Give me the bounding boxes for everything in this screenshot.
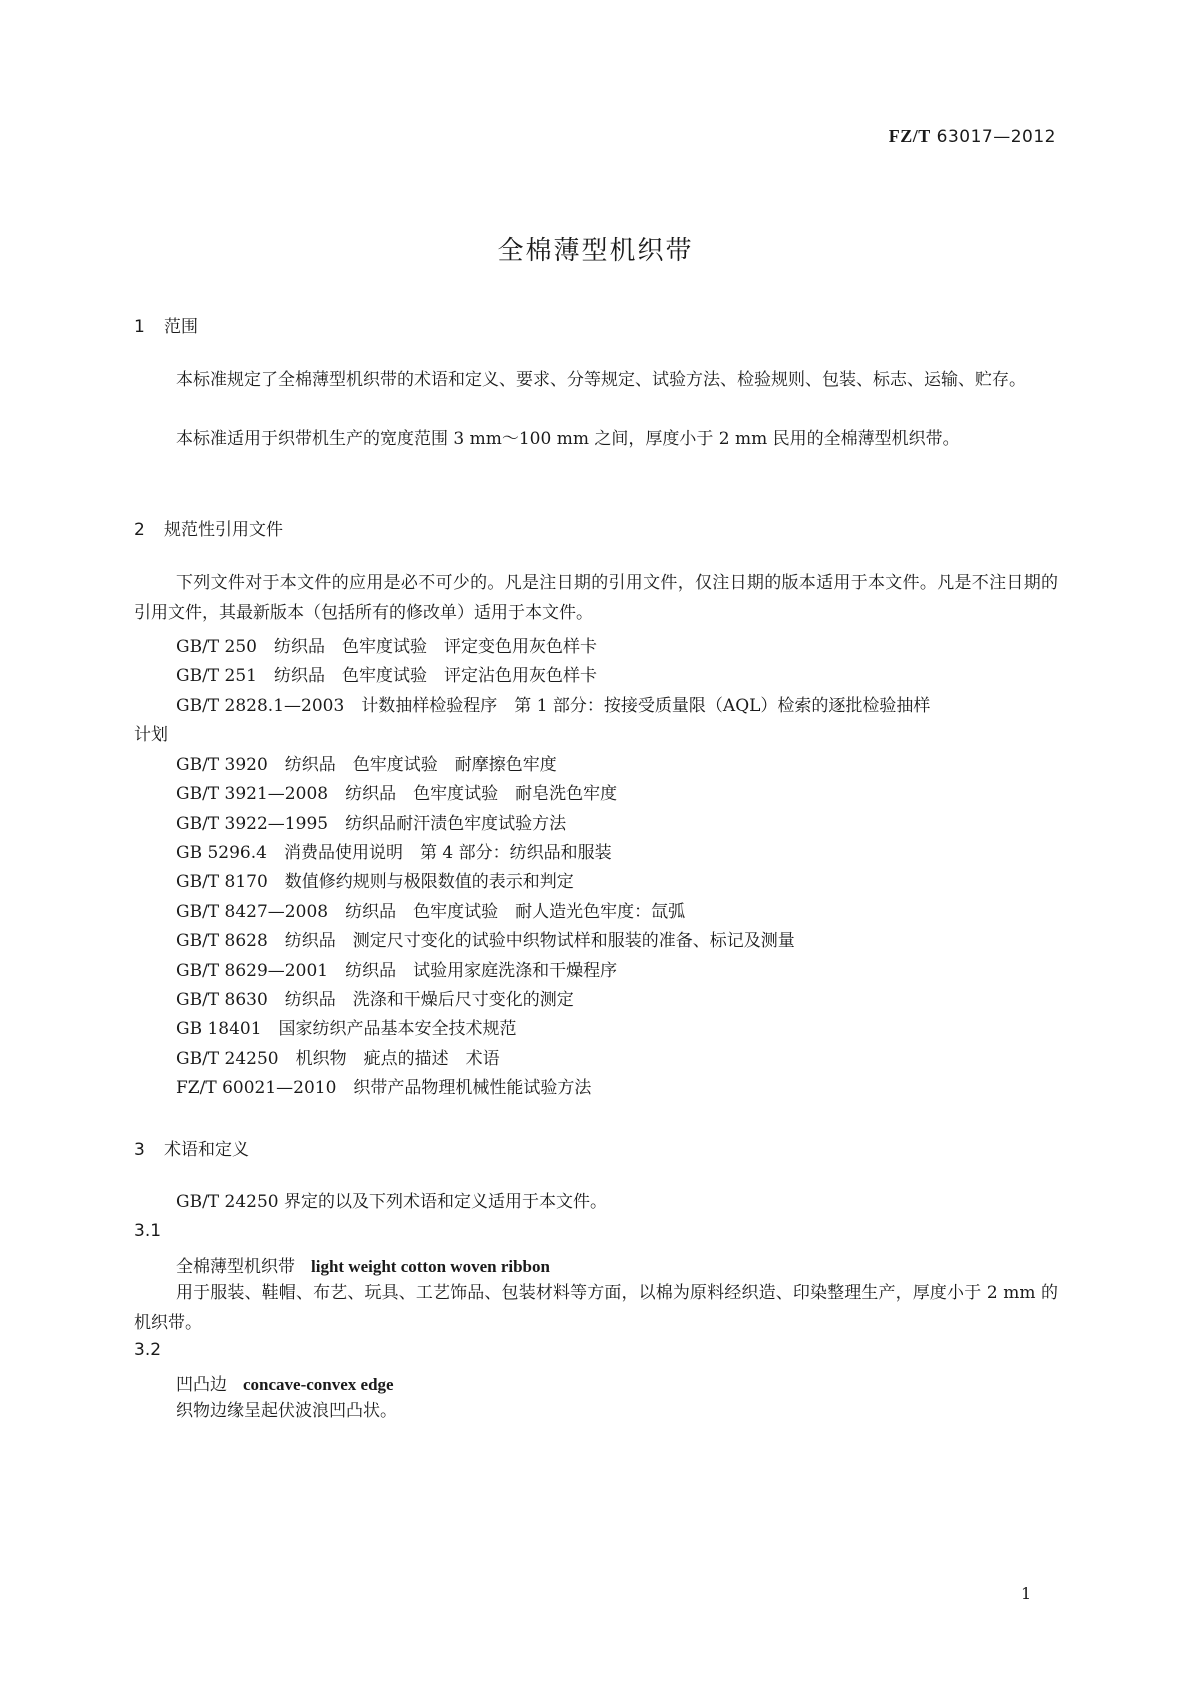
reference-item: GB/T 8170 数值修约规则与极限数值的表示和判定	[176, 872, 574, 892]
reference-item-continuation: 计划	[134, 725, 168, 745]
term-chinese: 全棉薄型机织带	[176, 1257, 295, 1277]
reference-item: FZ/T 60021—2010 织带产品物理机械性能试验方法	[176, 1078, 592, 1098]
normative-intro-paragraph: 下列文件对于本文件的应用是必不可少的。凡是注日期的引用文件，仅注日期的版本适用于本文件。凡是不注日期的引用文件，其最新版本（包括所有的修改单）适用于本文件。	[134, 573, 1058, 623]
standard-code	[889, 126, 1056, 147]
standard-number: 63017—2012	[936, 127, 1056, 147]
term-3-2-number: 3.2	[134, 1340, 162, 1360]
section-1-heading	[134, 312, 198, 337]
page-number: 1	[1021, 1584, 1032, 1603]
section-title: 规范性引用文件	[164, 520, 283, 540]
reference-item: GB/T 8427—2008 纺织品 色牢度试验 耐人造光色牢度：氙弧	[176, 902, 686, 922]
term-3-1-number: 3.1	[134, 1221, 162, 1241]
section-3-heading	[134, 1135, 249, 1160]
term-3-1-title	[176, 1252, 550, 1277]
term-3-2-title	[176, 1370, 394, 1395]
term-3-2-definition: 织物边缘呈起伏波浪凹凸状。	[176, 1401, 397, 1421]
section-number: 1	[134, 317, 145, 337]
section-number: 2	[134, 520, 145, 540]
reference-item: GB 18401 国家纺织产品基本安全技术规范	[176, 1019, 517, 1039]
section-title: 术语和定义	[164, 1140, 249, 1160]
reference-item: GB/T 8628 纺织品 测定尺寸变化的试验中织物试样和服装的准备、标记及测量	[176, 931, 795, 951]
reference-item: GB/T 3922—1995 纺织品耐汗渍色牢度试验方法	[176, 814, 567, 834]
scope-paragraph-2: 本标准适用于织带机生产的宽度范围 3 mm～100 mm 之间，厚度小于 2 mm 民用的全棉薄型机织带。	[176, 429, 960, 449]
scope-paragraph-1: 本标准规定了全棉薄型机织带的术语和定义、要求、分等规定、试验方法、检验规则、包装、标志、运输、贮存。	[176, 370, 1026, 390]
page-title: 全棉薄型机织带	[497, 236, 694, 266]
reference-item: GB/T 2828.1—2003 计数抽样检验程序 第 1 部分：按接受质量限（AQL）检索的逐批检验抽样	[176, 696, 931, 716]
term-english: light weight cotton woven ribbon	[311, 1257, 550, 1276]
section-2-heading	[134, 515, 283, 540]
reference-item: GB/T 8630 纺织品 洗涤和干燥后尺寸变化的测定	[176, 990, 574, 1010]
section-number: 3	[134, 1140, 145, 1160]
reference-item: GB/T 8629—2001 纺织品 试验用家庭洗涤和干燥程序	[176, 961, 618, 981]
reference-item: GB/T 3921—2008 纺织品 色牢度试验 耐皂洗色牢度	[176, 784, 618, 804]
reference-item: GB/T 3920 纺织品 色牢度试验 耐摩擦色牢度	[176, 755, 557, 775]
standard-prefix: FZ/T	[888, 126, 931, 146]
term-chinese: 凹凸边	[176, 1375, 227, 1395]
term-english: concave-convex edge	[243, 1375, 394, 1394]
reference-item: GB 5296.4 消费品使用说明 第 4 部分：纺织品和服装	[176, 843, 612, 863]
terms-intro-paragraph: GB/T 24250 界定的以及下列术语和定义适用于本文件。	[176, 1192, 608, 1212]
reference-item: GB/T 250 纺织品 色牢度试验 评定变色用灰色样卡	[176, 637, 597, 657]
section-title: 范围	[164, 317, 198, 337]
reference-item: GB/T 24250 机织物 疵点的描述 术语	[176, 1049, 500, 1069]
reference-item: GB/T 251 纺织品 色牢度试验 评定沾色用灰色样卡	[176, 666, 597, 686]
term-3-1-definition: 用于服装、鞋帽、布艺、玩具、工艺饰品、包装材料等方面，以棉为原料经织造、印染整理生产，厚度小于 2 mm 的机织带。	[134, 1283, 1058, 1333]
